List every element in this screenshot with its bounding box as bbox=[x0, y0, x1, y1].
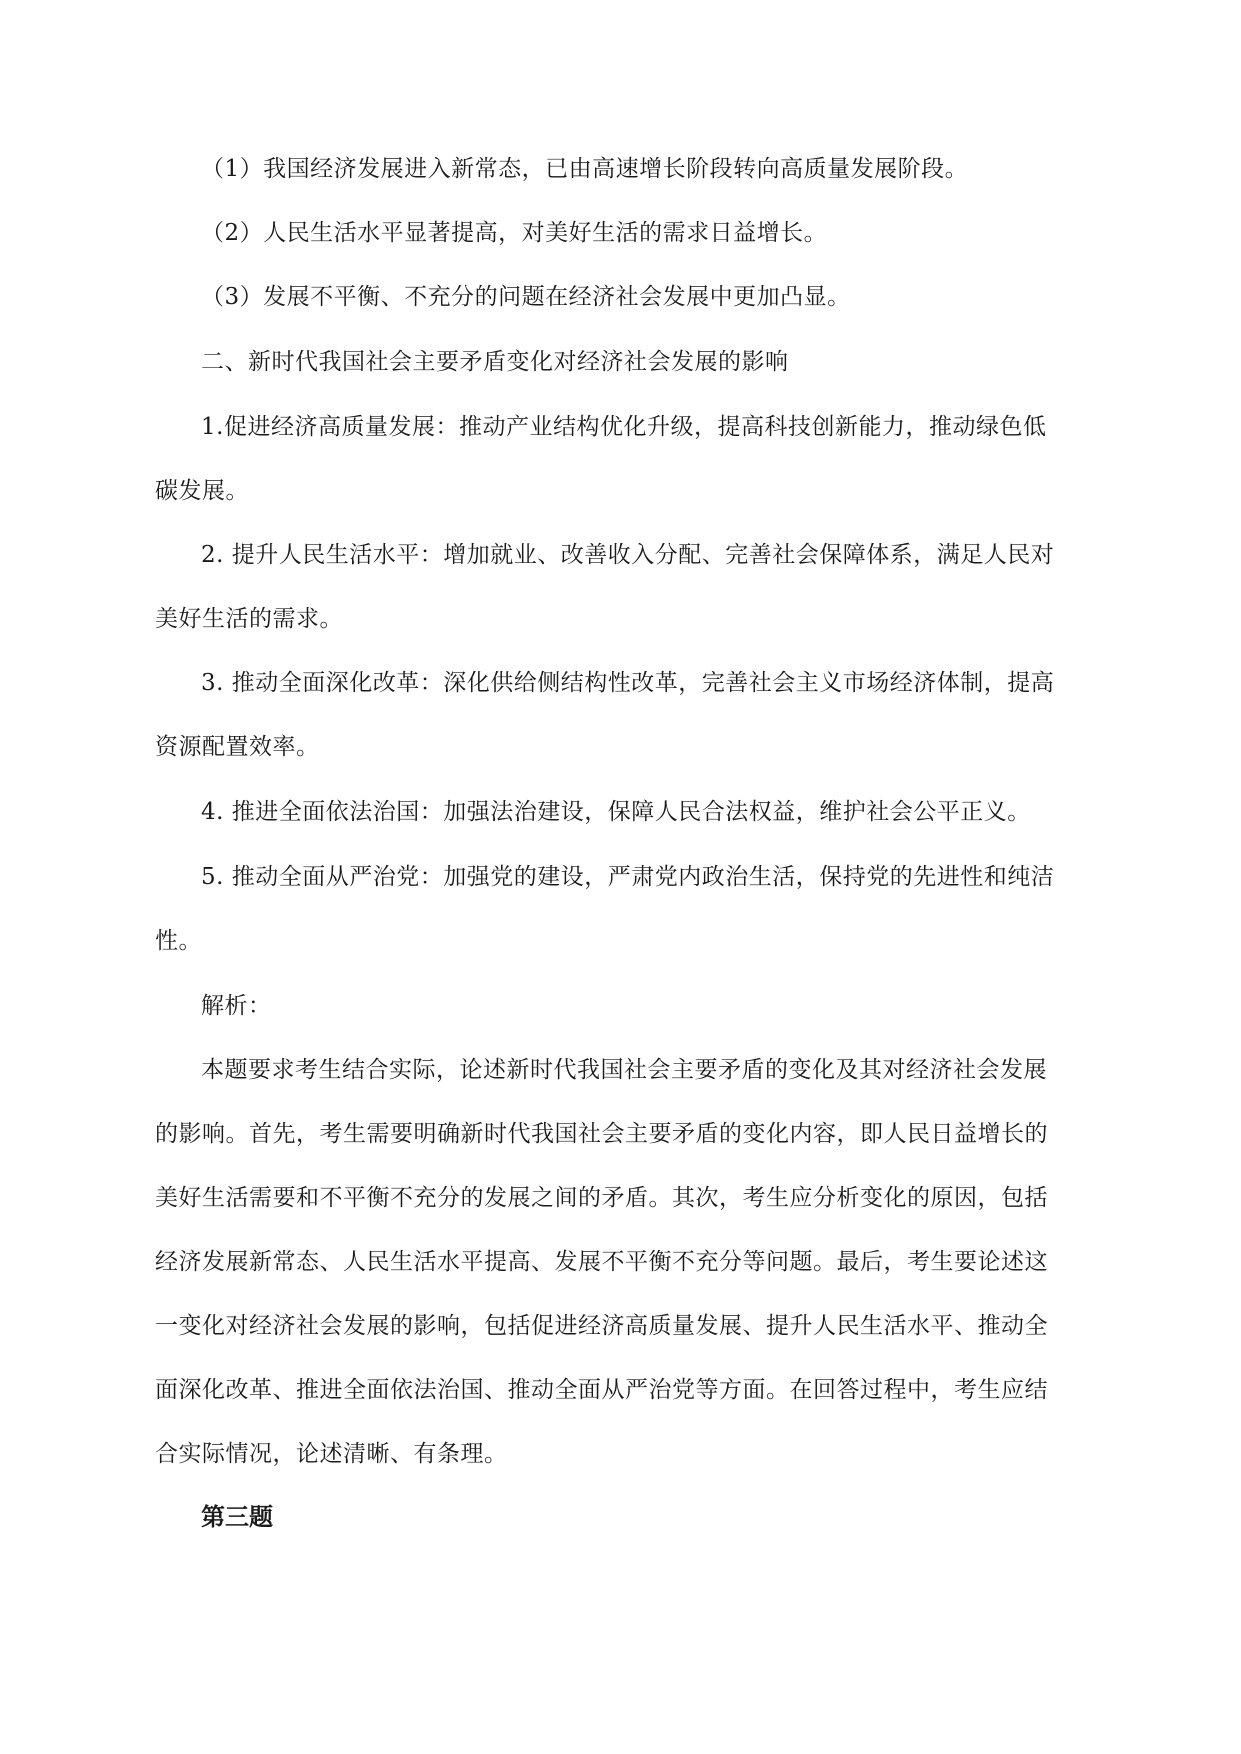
impact-item-1-line1: 1.促进经济高质量发展：推动产业结构优化升级，提高科技创新能力，推动绿色低 bbox=[201, 414, 1047, 440]
analysis-line-2: 的影响。首先，考生需要明确新时代我国社会主要矛盾的变化内容，即人民日益增长的 bbox=[155, 1121, 1048, 1147]
impact-item-2-line2: 美好生活的需求。 bbox=[155, 606, 343, 632]
impact-item-5-line2: 性。 bbox=[155, 928, 202, 954]
impact-item-2-line1: 2. 提升人民生活水平：增加就业、改善收入分配、完善社会保障体系，满足人民对 bbox=[201, 542, 1055, 568]
impact-item-4-line1: 4. 推进全面依法治国：加强法治建设，保障人民合法权益，维护社会公平正义。 bbox=[201, 799, 1031, 825]
analysis-label bbox=[155, 974, 1090, 1038]
cause-item-2 bbox=[155, 201, 1090, 265]
cause-item-1 bbox=[155, 137, 1090, 201]
impact-item-2 bbox=[155, 523, 1090, 651]
impact-item-3-line2: 资源配置效率。 bbox=[155, 734, 320, 760]
analysis-line-5: 一变化对经济社会发展的影响，包括促进经济高质量发展、提升人民生活水平、推动全 bbox=[155, 1313, 1048, 1339]
next-question-heading: 第三题 bbox=[201, 1503, 273, 1531]
impact-item-3 bbox=[155, 651, 1090, 779]
section-two-title bbox=[155, 330, 1090, 394]
impact-item-5 bbox=[155, 845, 1090, 973]
analysis-line-3: 美好生活需要和不平衡不充分的发展之间的矛盾。其次，考生应分析变化的原因，包括 bbox=[155, 1185, 1048, 1211]
section-two-title-text: 二、新时代我国社会主要矛盾变化对经济社会发展的影响 bbox=[201, 349, 789, 375]
analysis-line-1: 本题要求考生结合实际，论述新时代我国社会主要矛盾的变化及其对经济社会发展 bbox=[201, 1057, 1047, 1083]
cause-item-2-text: （2）人民生活水平显著提高，对美好生活的需求日益增长。 bbox=[201, 220, 828, 246]
analysis-line-7: 合实际情况，论述清晰、有条理。 bbox=[155, 1441, 508, 1467]
analysis-line-6: 面深化改革、推进全面依法治国、推动全面从严治党等方面。在回答过程中，考生应结 bbox=[155, 1377, 1048, 1403]
impact-item-3-line1: 3. 推动全面深化改革：深化供给侧结构性改革，完善社会主义市场经济体制，提高 bbox=[201, 670, 1055, 696]
impact-item-1 bbox=[155, 395, 1090, 523]
impact-item-4 bbox=[155, 780, 1090, 844]
cause-item-3 bbox=[155, 265, 1090, 329]
cause-item-1-text: （1）我国经济发展进入新常态，已由高速增长阶段转向高质量发展阶段。 bbox=[201, 156, 969, 182]
analysis-body bbox=[155, 1038, 1090, 1486]
analysis-line-4: 经济发展新常态、人民生活水平提高、发展不平衡不充分等问题。最后，考生要论述这 bbox=[155, 1249, 1048, 1275]
analysis-label-text: 解析： bbox=[201, 993, 272, 1019]
impact-item-1-line2: 碳发展。 bbox=[155, 478, 249, 504]
impact-item-5-line1: 5. 推动全面从严治党：加强党的建设，严肃党内政治生活，保持党的先进性和纯洁 bbox=[201, 864, 1055, 890]
cause-item-3-text: （3）发展不平衡、不充分的问题在经济社会发展中更加凸显。 bbox=[201, 284, 851, 310]
